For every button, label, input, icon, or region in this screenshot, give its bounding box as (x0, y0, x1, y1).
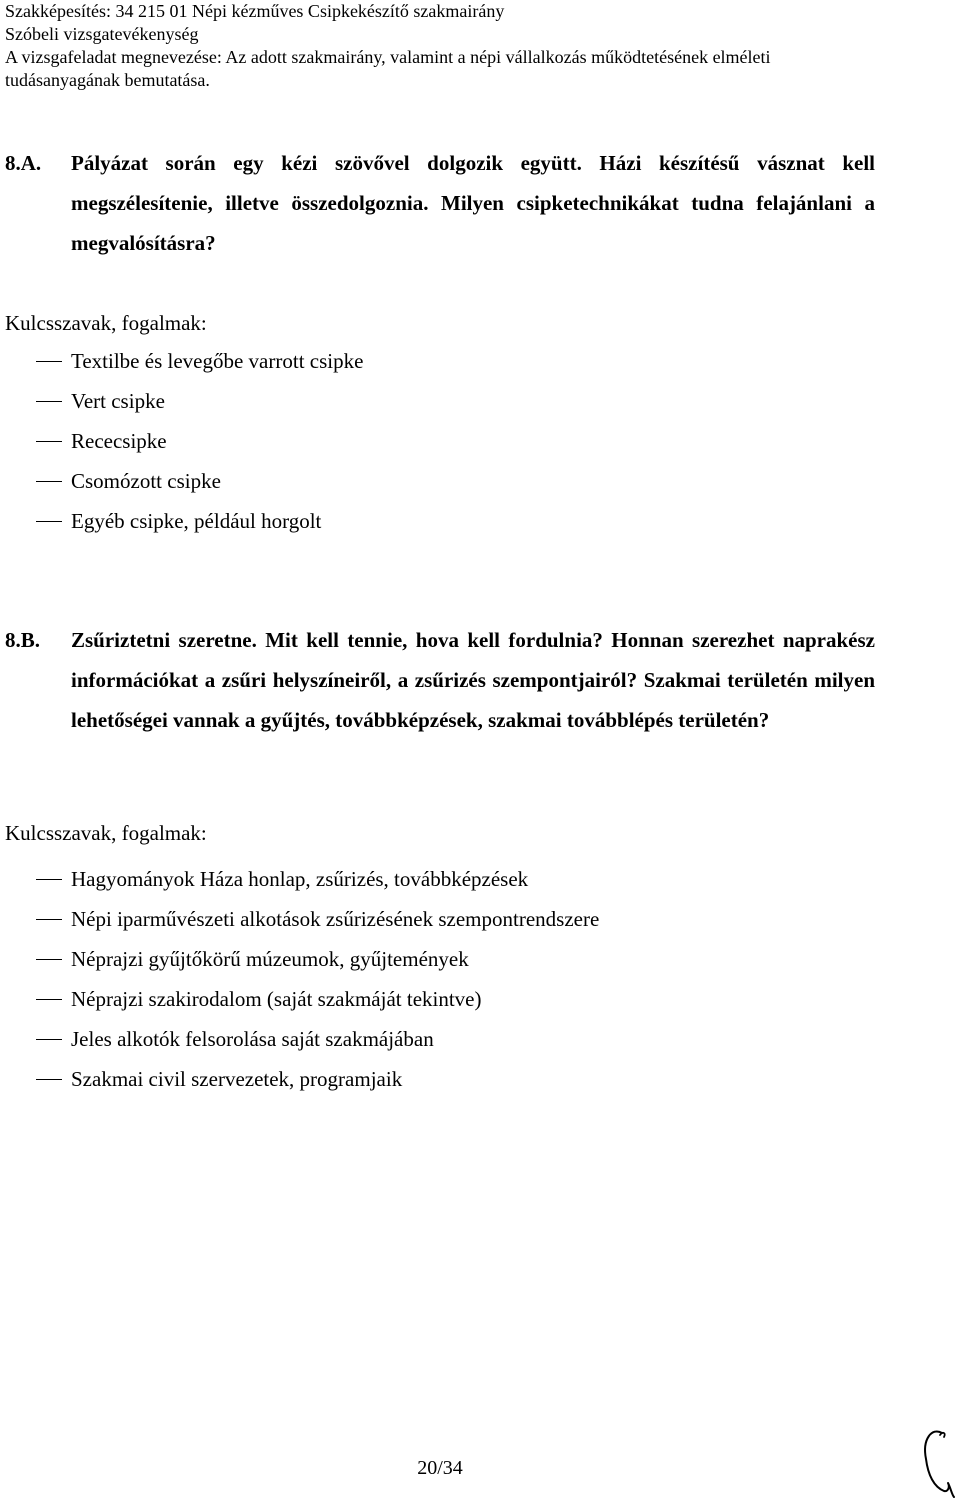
keyword-item (5, 504, 363, 544)
dash-bullet-icon (36, 1079, 62, 1080)
dash-bullet-icon (36, 919, 62, 920)
task-a (5, 143, 875, 263)
dash-bullet-icon (36, 521, 62, 522)
keyword-item (5, 464, 363, 504)
keyword-item (5, 982, 599, 1022)
header-task-name: A vizsgafeladat megnevezése: Az adott szakmairány, valamint a népi vállalkozás működtetésének elméleti (5, 47, 771, 67)
task-a-id: 8.A. (5, 151, 42, 175)
header-exam-type: Szóbeli vizsgatevékenység (5, 24, 199, 44)
keyword-item (5, 1022, 599, 1062)
handwritten-signature (918, 1425, 956, 1501)
keyword-item (5, 1062, 599, 1102)
dash-bullet-icon (36, 361, 62, 362)
keyword-text: Jeles alkotók felsorolása saját szakmájában (71, 1027, 434, 1051)
keywords-a-heading: Kulcsszavak, fogalmak: (5, 311, 207, 335)
keywords-a-list (5, 344, 363, 544)
task-b-text: Zsűriztetni szeretne. Mit kell tennie, hova kell fordulnia? Honnan szerezhet naprakész információkat a zsűri helyszíneiről, a zsűrizés szempontjairól? Szakmai területén milyen lehetőségei vannak a gyűjtés, továbbképzések, szakmai továbblépés területén? (71, 628, 875, 732)
dash-bullet-icon (36, 481, 62, 482)
keyword-text: Hagyományok Háza honlap, zsűrizés, továbbképzések (71, 867, 529, 891)
dash-bullet-icon (36, 999, 62, 1000)
keyword-text: Textilbe és levegőbe varrott csipke (71, 349, 364, 373)
dash-bullet-icon (36, 1039, 62, 1040)
dash-bullet-icon (36, 441, 62, 442)
task-a-text: Pályázat során egy kézi szövővel dolgozik együtt. Házi készítésű vásznat kell megszélesítenie, illetve összedolgoznia. Milyen csipketechnikákat tudna felajánlani a megvalósításra? (71, 151, 875, 255)
keyword-text: Néprajzi szakirodalom (saját szakmáját tekintve) (71, 987, 482, 1011)
keywords-b-heading: Kulcsszavak, fogalmak: (5, 821, 207, 845)
keyword-item (5, 344, 363, 384)
keyword-text: Csomózott csipke (71, 469, 221, 493)
keyword-item (5, 424, 363, 464)
keyword-item (5, 902, 599, 942)
keyword-text: Egyéb csipke, például horgolt (71, 509, 322, 533)
task-b (5, 620, 875, 740)
page-number: 20/34 (417, 1457, 463, 1479)
keyword-text: Szakmai civil szervezetek, programjaik (71, 1067, 403, 1091)
keywords-b-list (5, 862, 599, 1102)
header-qualification: Szakképesítés: 34 215 01 Népi kézműves Csipkekészítő szakmairány (5, 1, 505, 21)
document-header (5, 0, 945, 92)
keyword-text: Rececsipke (71, 429, 167, 453)
keyword-text: Néprajzi gyűjtőkörű múzeumok, gyűjtemények (71, 947, 469, 971)
keyword-item (5, 384, 363, 424)
task-b-id: 8.B. (5, 628, 41, 652)
dash-bullet-icon (36, 879, 62, 880)
dash-bullet-icon (36, 959, 62, 960)
keyword-item (5, 862, 599, 902)
keyword-text: Népi iparművészeti alkotások zsűrizésének szempontrendszere (71, 907, 600, 931)
header-task-name-continued: tudásanyagának bemutatása. (5, 70, 210, 90)
keyword-text: Vert csipke (71, 389, 165, 413)
keyword-item (5, 942, 599, 982)
dash-bullet-icon (36, 401, 62, 402)
